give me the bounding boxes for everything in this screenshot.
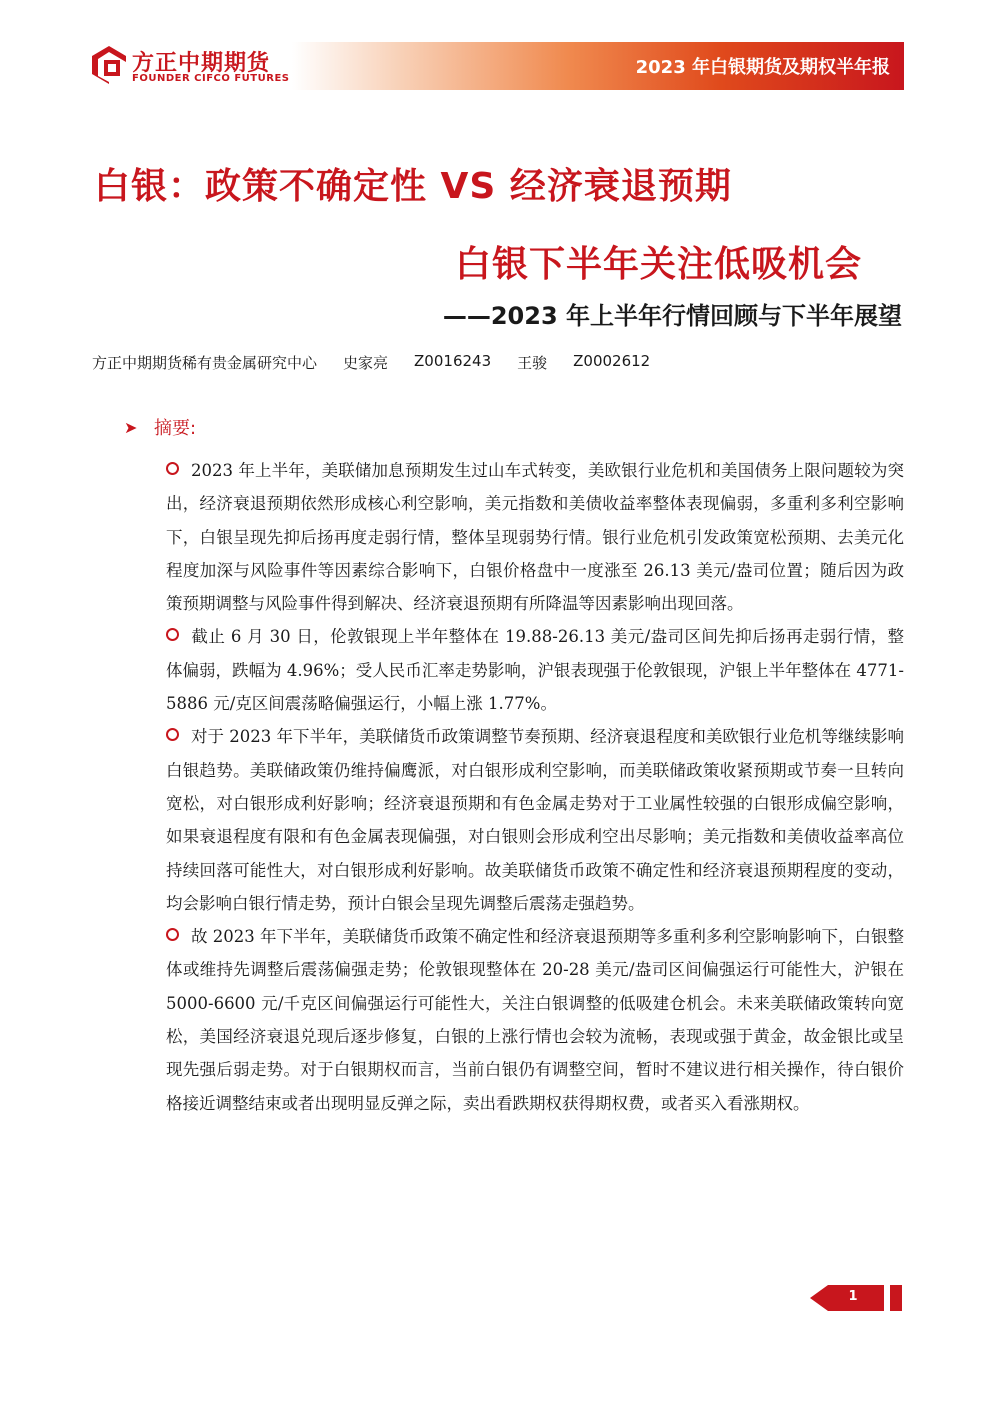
arrow-right-icon: ➤	[124, 417, 138, 437]
circle-bullet-icon	[166, 928, 179, 941]
circle-bullet-icon	[166, 628, 179, 641]
paragraph-text: 故 2023 年下半年，美联储货币政策不确定性和经济衰退预期等多重利多利空影响影响下，白银整体或维持先调整后震荡偏强走势；伦敦银现整体在 20-28 美元/盎司区间偏强运行可能性大，沪银在 5000-6600 元/千克区间偏强运行可能性大，关注白银调整的低吸建仓机会。未来美联储政策转向宽松，美国经济衰退兑现后逐步修复，白银的上涨行情也会较为流畅，表现或强于黄金，故金银比或呈现先强后弱走势。对于白银期权而言，当前白银仍有调整空间，暂时不建议进行相关操作，待白银价格接近调整结束或者出现明显反弹之际，卖出看跌期权获得期权费，或者买入看涨期权。	[166, 927, 904, 1113]
review-subtitle: ——2023 年上半年行情回顾与下半年展望	[442, 302, 902, 330]
summary-paragraph	[166, 454, 904, 620]
circle-bullet-icon	[166, 728, 179, 741]
report-title: 2023 年白银期货及期权半年报	[635, 57, 890, 78]
author-name: 史家亮	[343, 354, 389, 372]
summary-paragraph	[166, 720, 904, 920]
paragraph-text: 对于 2023 年下半年，美联储货币政策调整节奏预期、经济衰退程度和美欧银行业危机等继续影响白银趋势。美联储政策仍维持偏鹰派，对白银形成利空影响，而美联储政策收紧预期或节奏一旦转向宽松，对白银形成利好影响；经济衰退预期和有色金属走势对于工业属性较强的白银形成偏空影响，如果衰退程度有限和有色金属表现偏强，对白银则会形成利空出尽影响；美元指数和美债收益率高位持续回落可能性大，对白银形成利好影响。故美联储货币政策不确定性和经济衰退预期程度的变动，均会影响白银行情走势，预计白银会呈现先调整后震荡走强趋势。	[166, 727, 904, 913]
institution-name: 方正中期期货稀有贵金属研究中心	[92, 354, 318, 372]
main-subtitle: 白银下半年关注低吸机会	[454, 244, 862, 285]
page-number-bar	[890, 1285, 902, 1311]
author-name: 王骏	[517, 354, 548, 372]
logo-text-cn: 方正中期期货	[132, 51, 271, 76]
summary-body	[166, 454, 904, 1120]
paragraph-text: 截止 6 月 30 日，伦敦银现上半年整体在 19.88-26.13 美元/盎司区间先抑后扬再走弱行情，整体偏弱，跌幅为 4.96%；受人民币汇率走势影响，沪银表现强于伦敦银现，沪银上半年整体在 4771-5886 元/克区间震荡略偏强运行，小幅上涨 1.77%。	[166, 627, 904, 714]
page-header	[0, 0, 992, 100]
page-number-badge	[810, 1285, 904, 1311]
summary-paragraph	[166, 620, 904, 720]
report-banner	[292, 42, 904, 90]
author-license-id: Z0002612	[573, 352, 651, 370]
author-license-id: Z0016243	[414, 352, 492, 370]
author-line	[92, 352, 650, 373]
summary-heading	[124, 414, 196, 440]
logo-mark-icon	[92, 46, 126, 84]
summary-heading-label: 摘要:	[154, 418, 197, 439]
summary-paragraph	[166, 920, 904, 1120]
circle-bullet-icon	[166, 462, 179, 475]
logo-text-en: FOUNDER CIFCO FUTURES	[132, 73, 290, 84]
company-logo	[92, 44, 292, 88]
main-title: 白银：政策不确定性 VS 经济衰退预期	[94, 166, 732, 207]
page-number: 1	[848, 1289, 858, 1304]
paragraph-text: 2023 年上半年，美联储加息预期发生过山车式转变，美欧银行业危机和美国债务上限问题较为突出，经济衰退预期依然形成核心利空影响，美元指数和美债收益率整体表现偏弱，多重利多利空影响下，白银呈现先抑后扬再度走弱行情，整体呈现弱势行情。银行业危机引发政策宽松预期、去美元化程度加深与风险事件等因素综合影响下，白银价格盘中一度涨至 26.13 美元/盎司位置；随后因为政策预期调整与风险事件得到解决、经济衰退预期有所降温等因素影响出现回落。	[166, 461, 904, 614]
